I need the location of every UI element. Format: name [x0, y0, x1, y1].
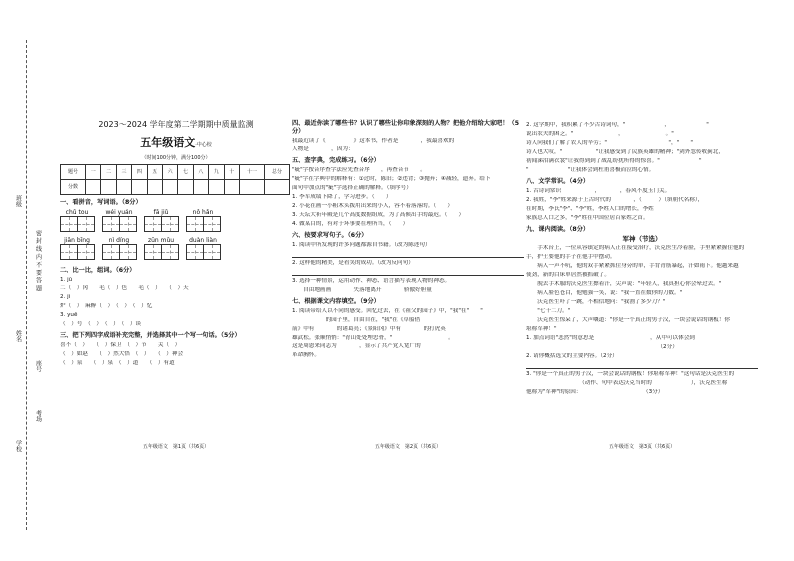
score-head-cell: 五	[147, 165, 162, 180]
text-line: 自由地画画 失落地离开 骄傲好胆量	[292, 286, 432, 293]
text-line: "疵"字在字典中的解释有：①过时，陈旧；②违背；③抛弃；④减轻，遗弃。给下	[292, 176, 491, 183]
pinyin-group	[186, 209, 220, 235]
question-3-end: 他称为"军神"的原因： （3分）	[526, 389, 664, 396]
section-6-lines	[292, 242, 524, 294]
text-line: 2. jì	[60, 294, 71, 301]
pinyin-group	[144, 209, 178, 235]
section-7-title: 七、根据课文内容填空。（9分）	[292, 297, 380, 305]
pinyin-text: zūn mǔu	[147, 236, 175, 244]
pinyin-group	[102, 209, 136, 235]
score-cell	[101, 180, 116, 195]
pinyin-text: nǒ hǎn	[192, 208, 214, 216]
score-cell	[264, 180, 289, 195]
text-line: 使劲，新的白床单居然被抓破了。	[526, 272, 610, 279]
text-line: 2. 这学期中，我积累了不少古诗词句，" ， "	[526, 122, 709, 128]
text-line: 1. 阅读带给人以不同的感受。回忆过去，在《祖父的园子》中，"我"在" "	[292, 307, 483, 314]
section-3-title: 三、把下列四字成语补充完整，并选择其中一个写一句话。（5分）	[60, 332, 241, 340]
pinyin-text: jiān bīng	[64, 236, 90, 244]
question-1: 1. 加点词语"悲然"的意思是 ，从中可以体会到	[526, 335, 695, 342]
question-3-cont: （动作、句中表达沃克当时的 ），沃克医生称	[526, 380, 728, 387]
passage-title: 军神（节选）	[622, 235, 662, 244]
text-line: 炉（ ） 麻醉（ ） （ ） （ ）忆	[60, 303, 153, 310]
text-line: 雄武松。张顺悄悄："青山处处埋忠骨，" 。	[292, 334, 491, 341]
writing-grid-cell[interactable]	[60, 216, 78, 232]
writing-grid-cell[interactable]	[186, 244, 204, 260]
score-head-cell: 八	[193, 165, 208, 180]
text-line: 病人一声不吭，他的双手紧紧抓住身旁的单，手背青筋暴起，汗如雨下。他越来越	[526, 263, 739, 270]
score-cell	[162, 180, 177, 195]
pinyin-text: wéi yuán	[105, 208, 133, 216]
section-3-lines	[60, 342, 292, 367]
writing-grid-cell[interactable]	[77, 216, 95, 232]
text-line: 1. 李军成绩下降了，学习进步。（ ）	[292, 194, 392, 201]
binding-label-room: 考场	[34, 410, 42, 422]
score-head-cell: 十	[224, 165, 239, 180]
question-1-cont: （2分）	[526, 344, 678, 351]
section-8-title: 八、文学常识。（4分）	[526, 177, 590, 185]
answer-line	[526, 362, 758, 369]
score-cell	[86, 180, 101, 195]
page-1	[60, 120, 292, 450]
writing-grid-cell[interactable]	[161, 244, 179, 260]
text-line: 诗人向我们了解了农人的辛劳；" "，" "	[526, 139, 693, 146]
page-1-footer: 五年级语文 第1页（共6页）	[142, 443, 210, 450]
pinyin-group	[60, 209, 94, 235]
passage-body	[526, 245, 758, 333]
writing-grid-cell[interactable]	[60, 244, 78, 260]
writing-grid-cell[interactable]	[144, 244, 162, 260]
text-line: 1. 古诗词常识 ， ，春风不度玉门关。	[526, 187, 671, 194]
text-line: 面句中加点的"疵"字选择正确的解释。（填序号）	[292, 185, 412, 192]
text-line: 的园子里，自由自在，"我"在《草船借	[292, 316, 421, 323]
text-line: " "让我体会到杜甫喜极而泣的心情。	[526, 166, 655, 173]
text-line: 这是周恩来同志为 ，显示了共产党人宽广的	[292, 343, 421, 350]
pinyin-group	[144, 237, 178, 263]
text-line	[292, 269, 524, 276]
writing-grid-cell[interactable]	[102, 244, 120, 260]
text-line: 1. 阅读中所发现的许多问题都源自书籍。（改为陈述句）	[292, 241, 431, 248]
text-line: 初闻涕泪满衣裳"让我得到到了战乱纷扰所得的惊喜。" "	[526, 157, 702, 164]
pinyin-row-1	[60, 209, 292, 235]
writing-grid-cell[interactable]	[144, 216, 162, 232]
page-3-footer: 五年级语文 第3页（共6页）	[608, 443, 676, 450]
pinyin-row-2	[60, 237, 292, 263]
text-line: 堪称军神！"	[526, 326, 557, 333]
text-line: 手术台上，一位从容镇定的病人正在接受治疗，沃克医生冷着脸，手里紧紧握住他的	[526, 245, 745, 252]
text-line	[292, 251, 524, 258]
score-head-cell: 九	[209, 165, 224, 180]
writing-grid-cell[interactable]	[102, 216, 120, 232]
section-7-lines	[292, 308, 524, 360]
score-cell	[239, 180, 264, 195]
score-head-cell: 四	[132, 165, 147, 180]
text-line: 病人脸色苍白，他勉强一笑，说："我一直在数你的刀数。"	[526, 290, 683, 297]
page-2-footer: 五年级语文 第2页（共6页）	[374, 443, 442, 450]
score-cell	[209, 180, 224, 195]
score-cell: 分数	[61, 180, 86, 195]
writing-grid-cell[interactable]	[77, 244, 95, 260]
text-line: 人物是 ，因为：	[292, 146, 441, 153]
text-line: 在时期，李氏"李"、"李"姓，李姓人口的增长，李姓	[526, 205, 654, 212]
text-line: 说出农夫的困乏。" ， 。"	[526, 130, 674, 137]
writing-grid-cell[interactable]	[119, 244, 137, 260]
score-head-cell: 二	[101, 165, 116, 180]
page-2	[292, 120, 524, 450]
exam-meta: （时间100分钟，满分100分）	[141, 154, 211, 161]
exam-subtitle: 五年级语文·中心校	[140, 136, 212, 149]
pinyin-text: chǔ tou	[65, 208, 89, 216]
text-line: 手，护士要他的手子在他手中摆动。	[526, 254, 616, 261]
text-line: （ ）如赵 （ ）然大悟 （ ） （ ）神会	[60, 351, 184, 358]
pinyin-group	[186, 237, 220, 263]
text-line: （ ）号 （ ） （ ） （ ）谈	[60, 321, 142, 328]
score-head-cell: 题号	[61, 165, 86, 180]
text-line: 2. 我姓，"李"姓来源于上古时代的 ，（ ）（填朝代名称），	[526, 196, 704, 203]
text-line: 家族总人口之多，"李"姓在中国位居百家姓之首。	[526, 214, 649, 221]
writing-grid-cell[interactable]	[119, 216, 137, 232]
section-2-title: 二、比一比，组词。（6分）	[60, 266, 136, 274]
binding-label-class: 班级	[14, 195, 22, 207]
text-line: 4. 做某目的，有对于坏事要在理所当，（ ）	[292, 221, 409, 228]
text-line: 沃克医生吓了一跳，不相信地问："我割了多少刀？"	[526, 299, 666, 306]
binding-label-school: 学校	[14, 440, 22, 452]
section-4-lines	[292, 138, 524, 154]
score-head-cell: 三	[116, 165, 131, 180]
score-cell	[193, 180, 208, 195]
text-line: 3. yuē	[60, 312, 78, 319]
score-table	[60, 164, 290, 195]
text-line: 3. 选择一种情景，运用动作、神态、语言描写表现人物的神态。	[292, 277, 451, 284]
text-line: 二（ ）冈 毛（ ）色 毛（ ） （ ）天	[60, 285, 189, 292]
poetry-lines	[526, 122, 758, 174]
text-line: （ ）泉 （ ）泉 （ ）道 （ ）有道	[60, 360, 175, 367]
pinyin-text: duàn liàn	[189, 236, 217, 244]
score-cell	[132, 180, 147, 195]
pinyin-text: nì díng	[108, 236, 130, 244]
binding-warning: 密 封 线 内 不 要 答 题	[34, 230, 42, 292]
text-line: 1. jū	[60, 276, 73, 283]
section-8-lines	[526, 188, 758, 222]
section-6-title: 六、按要求写句子。（6分）	[292, 232, 368, 240]
score-head-cell: 一	[86, 165, 101, 180]
binding-label-seat: 座号	[34, 360, 42, 372]
text-line: 革命胸怀。	[292, 352, 320, 359]
text-line: 3. 天坛大祈年殿是几个高度数据组成，为了高候出手的最迟。（ ）	[292, 212, 465, 219]
writing-grid-cell[interactable]	[203, 244, 221, 260]
writing-grid-cell[interactable]	[161, 216, 179, 232]
text-line: "七十二刀。"	[526, 308, 571, 315]
page-3	[526, 120, 758, 450]
section-5-title: 五、查字典，完成练习。（6分）	[292, 157, 380, 165]
text-line: "疵"字按音序查字法应先查音序 ，再查音节 。	[292, 167, 426, 174]
score-head-cell: 七	[178, 165, 193, 180]
writing-grid-cell[interactable]	[186, 216, 204, 232]
text-line: 2. 这样他的精美，是看笑的成功。（改为反问句）	[292, 259, 414, 266]
question-3: 3. "你是一个真正的男子汉，一块会说话的钢板！你堪称军神！"这句话是沃克医生的	[526, 371, 735, 378]
pinyin-text: fā jiǔ	[153, 208, 169, 216]
text-line: 箭》中有 的诸葛亮；《景阳冈》中有 的打虎英	[292, 325, 446, 332]
text-line: 诗人也大叹，" "让我感受到了民族英雄的精神；"剑外忽传收蓟北，	[526, 148, 724, 155]
score-cell	[116, 180, 131, 195]
section-5-lines	[292, 167, 524, 228]
binding-strip	[0, 0, 48, 561]
text-line: 沃克医生惊呆了，大声嚷道："你是一个真正的男子汉，一块会说话的钢板！你	[526, 317, 730, 324]
text-line: 喜不（ ） （ ）保卫 （ ）节 关（ ）	[60, 342, 181, 349]
text-line: 2. 小花在画一小粗木头拨用出来的小人，容不着落落的。（ ）	[292, 203, 453, 210]
score-head-cell: 十一	[239, 165, 264, 180]
writing-grid-cell[interactable]	[203, 216, 221, 232]
text-line: 脱去手术服的沃克医生擦着汗，尖声说："年轻人，我真担心你会晕过去。"	[526, 281, 722, 288]
score-cell	[178, 180, 193, 195]
text-line: 我最近读了《 》这本书，作者是 ，我最喜欢的	[292, 137, 455, 144]
binding-label-name: 姓名	[14, 330, 22, 342]
score-cell	[224, 180, 239, 195]
pinyin-group	[60, 237, 94, 263]
section-1-title: 一、看拼音，写词语。（8分）	[60, 199, 142, 206]
section-2-lines	[60, 277, 292, 329]
pinyin-group	[102, 237, 136, 263]
score-head-cell: 总分	[264, 165, 289, 180]
question-2: 2. 请你概括选文的主要内容。（2分）	[526, 353, 618, 360]
score-cell	[147, 180, 162, 195]
exam-title: 2023～2024 学年度第二学期期中质量监测	[98, 120, 254, 129]
score-head-cell: 六	[162, 165, 177, 180]
section-9-title: 九、课内阅读。（8分）	[526, 225, 590, 233]
seal-line	[26, 40, 27, 530]
section-4-title: 四、最近你读了哪些书？认识了哪些让你印象深刻的人物？把他介绍给大家吧！（5分）	[292, 120, 520, 135]
